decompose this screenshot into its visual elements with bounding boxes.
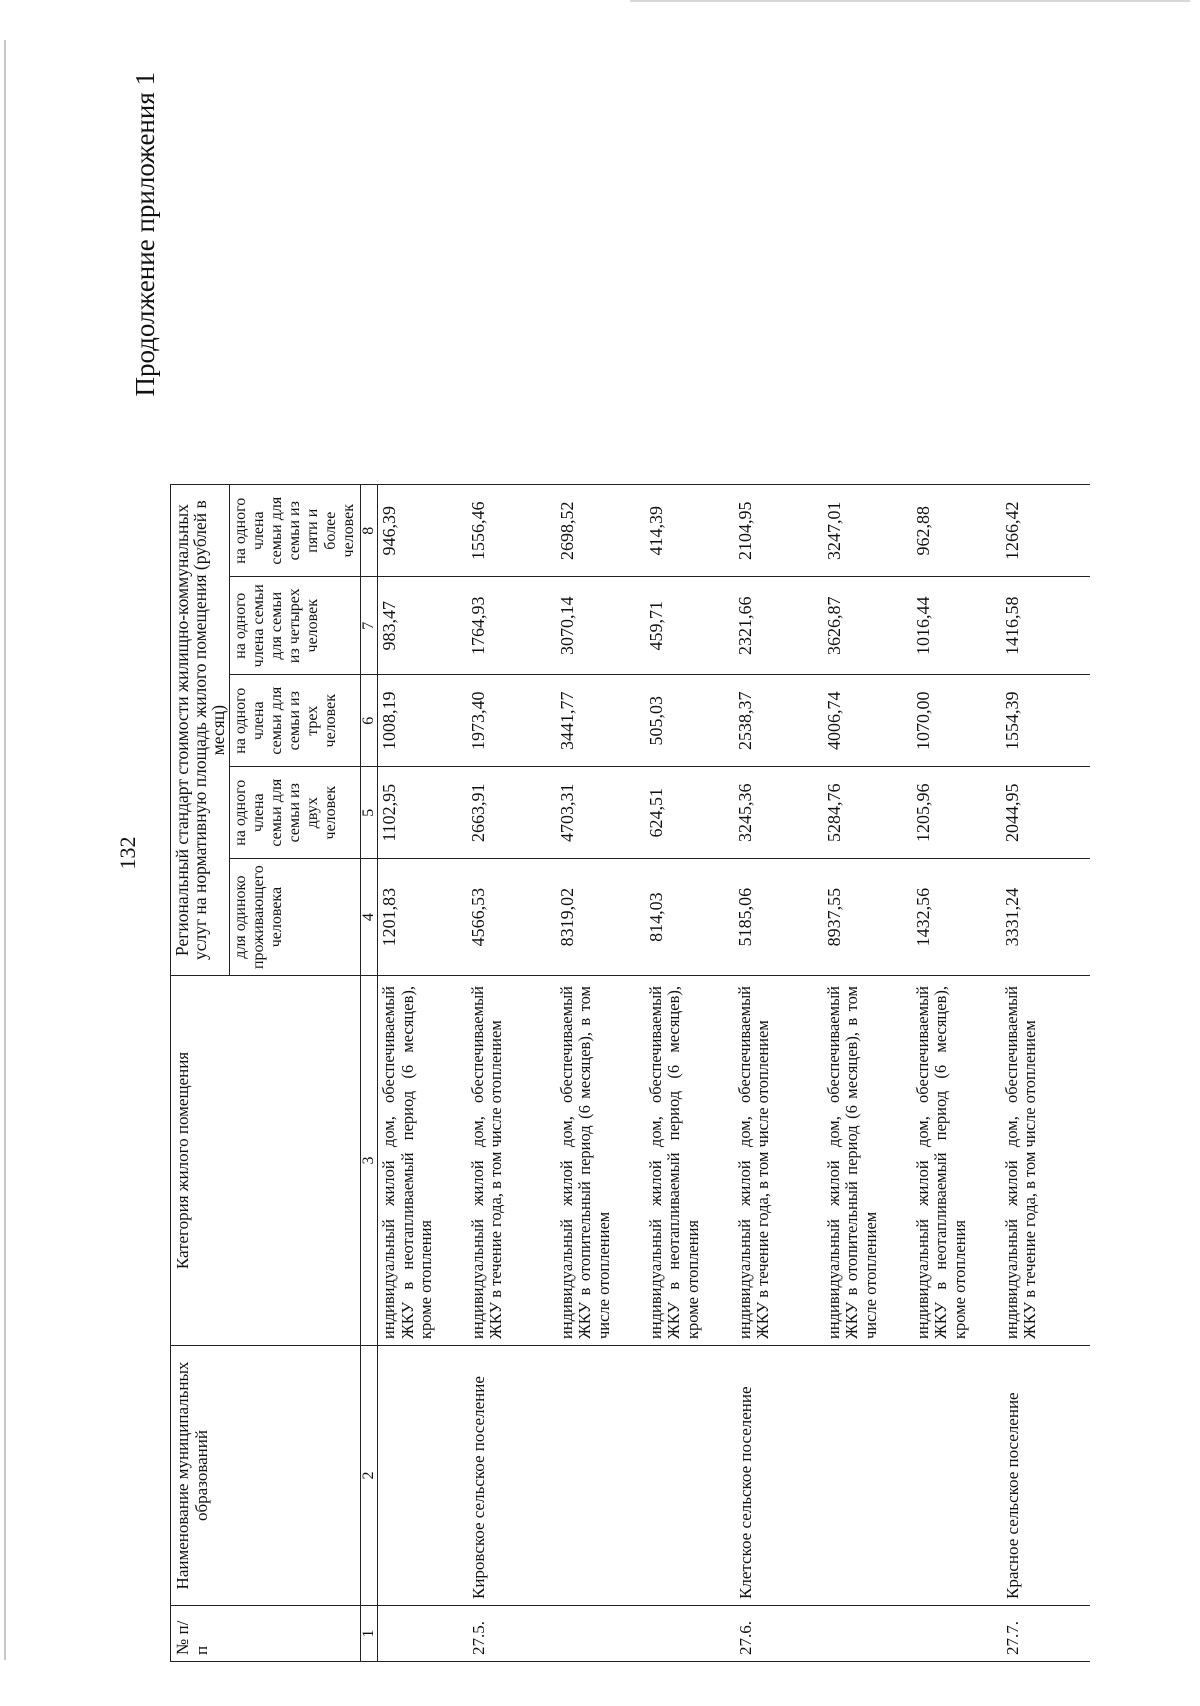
row-num [556, 1606, 645, 1662]
row-value-col8: 946,39 [378, 485, 467, 577]
row-num: 27.6. [734, 1606, 823, 1662]
table-row [467, 485, 556, 1662]
header-col8: на одного члена семьи для семьи из пяти и более человек [230, 485, 361, 577]
row-value-col7: 1416,58 [1001, 577, 1090, 675]
row-municipality: Клетское сельское поселение [734, 1346, 823, 1606]
row-value-col6: 1973,40 [467, 675, 556, 767]
row-municipality [912, 1346, 1001, 1606]
column-number: 1 [361, 1606, 378, 1662]
table-body [378, 485, 1090, 1662]
column-number: 4 [361, 859, 378, 976]
table-row [556, 485, 645, 1662]
page-number: 132 [115, 836, 140, 870]
row-value-col8: 1556,46 [467, 485, 556, 577]
header-name: Наименование муниципальных образований [171, 1346, 361, 1606]
row-value-col5: 2044,95 [1001, 767, 1090, 859]
row-value-col7: 2321,66 [734, 577, 823, 675]
row-value-col5: 1205,96 [912, 767, 1001, 859]
row-municipality [645, 1346, 734, 1606]
row-value-col5: 4703,31 [556, 767, 645, 859]
row-value-col4: 814,03 [645, 859, 734, 976]
row-category: индивидуальный жилой дом, обеспечиваемый ЖКУ в течение года, в том числе отоплением [1001, 976, 1090, 1346]
row-value-col4: 1432,56 [912, 859, 1001, 976]
row-num [378, 1606, 467, 1662]
row-value-col8: 1266,42 [1001, 485, 1090, 577]
row-category: индивидуальный жилой дом, обеспечиваемый ЖКУ в течение года, в том числе отоплением [734, 976, 823, 1346]
header-col6: на одного члена семьи для семьи из трех человек [230, 675, 361, 767]
row-value-col4: 1201,83 [378, 859, 467, 976]
row-municipality: Кировское сельское поселение [467, 1346, 556, 1606]
row-value-col7: 1016,44 [912, 577, 1001, 675]
row-value-col5: 624,51 [645, 767, 734, 859]
row-value-col4: 8937,55 [823, 859, 912, 976]
table-row [734, 485, 823, 1662]
row-category: индивидуальный жилой дом, обеспечиваемый ЖКУ в неотапливаемый период (6 месяцев), кроме отопления [912, 976, 1001, 1346]
column-number: 7 [361, 577, 378, 675]
header-group-title: Региональный стандарт стоимости жилищно-коммунальных услуг на нормативную площадь жилого помещения (рублей в месяц) [171, 485, 230, 976]
table-row [1001, 485, 1090, 1662]
table-row [378, 485, 467, 1662]
row-value-col6: 1008,19 [378, 675, 467, 767]
row-value-col6: 4006,74 [823, 675, 912, 767]
row-value-col6: 2538,37 [734, 675, 823, 767]
row-value-col5: 2663,91 [467, 767, 556, 859]
row-value-col6: 505,03 [645, 675, 734, 767]
row-num [912, 1606, 1001, 1662]
row-value-col6: 3441,77 [556, 675, 645, 767]
row-value-col4: 3331,24 [1001, 859, 1090, 976]
table-row [823, 485, 912, 1662]
row-value-col8: 962,88 [912, 485, 1001, 577]
row-num [645, 1606, 734, 1662]
row-value-col5: 1102,95 [378, 767, 467, 859]
column-number: 3 [361, 976, 378, 1346]
row-municipality [556, 1346, 645, 1606]
row-category: индивидуальный жилой дом, обеспечиваемый ЖКУ в отопительный период (6 месяцев), в том числе отоплением [556, 976, 645, 1346]
column-number: 8 [361, 485, 378, 577]
row-value-col4: 8319,02 [556, 859, 645, 976]
row-municipality: Красное сельское поселение [1001, 1346, 1090, 1606]
header-col4: для одиноко проживающего человека [230, 859, 361, 976]
column-number: 5 [361, 767, 378, 859]
header-num: № п/п [171, 1606, 361, 1662]
row-value-col7: 3626,87 [823, 577, 912, 675]
column-number-row [361, 485, 378, 1662]
row-num [823, 1606, 912, 1662]
row-category: индивидуальный жилой дом, обеспечиваемый ЖКУ в неотапливаемый период (6 месяцев), кроме отопления [378, 976, 467, 1346]
row-value-col6: 1554,39 [1001, 675, 1090, 767]
column-number: 2 [361, 1346, 378, 1606]
table-container [170, 484, 1090, 1662]
row-value-col8: 2698,52 [556, 485, 645, 577]
row-municipality [823, 1346, 912, 1606]
row-value-col8: 2104,95 [734, 485, 823, 577]
row-municipality [378, 1346, 467, 1606]
row-value-col4: 4566,53 [467, 859, 556, 976]
row-value-col8: 414,39 [645, 485, 734, 577]
header-col7: на одного члена семьи для семьи из четырех человек [230, 577, 361, 675]
row-value-col8: 3247,01 [823, 485, 912, 577]
housing-cost-table [170, 484, 1090, 1662]
row-value-col6: 1070,00 [912, 675, 1001, 767]
table-row [645, 485, 734, 1662]
row-num: 27.7. [1001, 1606, 1090, 1662]
row-category: индивидуальный жилой дом, обеспечиваемый ЖКУ в течение года, в том числе отоплением [467, 976, 556, 1346]
column-number: 6 [361, 675, 378, 767]
continuation-title: Продолжение приложения 1 [130, 72, 160, 397]
row-value-col7: 3070,14 [556, 577, 645, 675]
row-num: 27.5. [467, 1606, 556, 1662]
row-value-col7: 1764,93 [467, 577, 556, 675]
row-category: индивидуальный жилой дом, обеспечиваемый ЖКУ в неотапливаемый период (6 месяцев), кроме отопления [645, 976, 734, 1346]
row-value-col5: 5284,76 [823, 767, 912, 859]
table-row [912, 485, 1001, 1662]
table-header [171, 485, 378, 1662]
row-value-col4: 5185,06 [734, 859, 823, 976]
row-value-col7: 459,71 [645, 577, 734, 675]
header-category: Категория жилого помещения [171, 976, 361, 1346]
row-value-col5: 3245,36 [734, 767, 823, 859]
row-category: индивидуальный жилой дом, обеспечиваемый ЖКУ в отопительный период (6 месяцев), в том числе отоплением [823, 976, 912, 1346]
row-value-col7: 983,47 [378, 577, 467, 675]
header-col5: на одного члена семьи для семьи из двух человек [230, 767, 361, 859]
